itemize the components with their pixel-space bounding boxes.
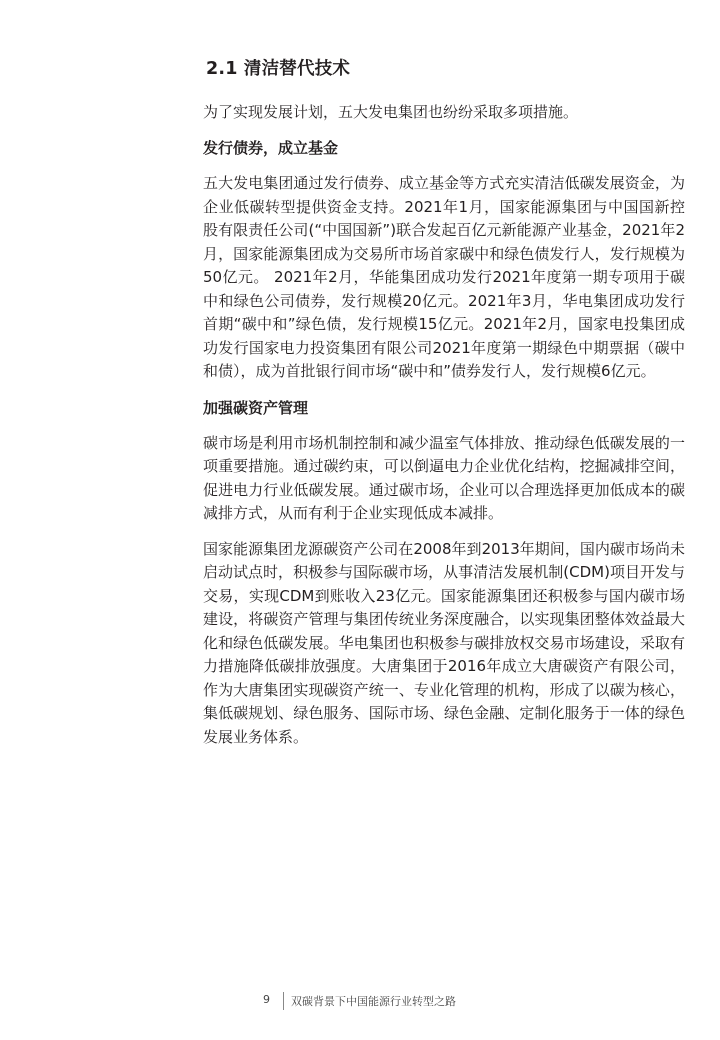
- subsection-heading-bonds-funds: 发行债券，成立基金: [203, 139, 339, 157]
- section-title: 2.1 清洁替代技术: [206, 59, 351, 79]
- subsection-heading-carbon-asset: 加强碳资产管理: [203, 398, 309, 417]
- paragraph-bonds-funds: 五大发电集团通过发行债券、成立基金等方式充实清洁低碳发展资金，为企业低碳转型提供资金支持。2021年1月，国家能源集团与中国国新控股有限责任公司(“中国国新”)联合发起百亿元新能源产业基金，2021年2月，国家能源集团成为交易所市场首家碳中和绿色债发行人，发行规模为50亿元。 2021年2月，华能集团成功发行2021年度第一期专项用于碳中和绿色公司债券，发行规模20亿元。2021年3月，华电集团成功发行首期“碳中和”绿色债，发行规模15亿元。2021年2月，国家电投集团成功发行国家电力投资集团有限公司2021年度第一期绿色中期票据（碳中和债），成为首批银行间市场“碳中和”债券发行人，发行规模6亿元。: [203, 174, 685, 380]
- footer-report-title: 双碳背景下中国能源行业转型之路: [291, 995, 456, 1008]
- paragraph-carbon-asset-companies: 国家能源集团龙源碳资产公司在2008年到2013年期间，国内碳市场尚未启动试点时，积极参与国际碳市场，从事清洁发展机制(CDM)项目开发与交易，实现CDM到账收入23亿元。国家能源集团还积极参与国内碳市场建设，将碳资产管理与集团传统业务深度融合，以实现集团整体效益最大化和绿色低碳发展。华电集团也积极参与碳排放权交易市场建设，采取有力措施降低碳排放强度。大唐集团于2016年成立大唐碳资产有限公司，作为大唐集团实现碳资产统一、专业化管理的机构，形成了以碳为核心，集低碳规划、绿色服务、国际市场、绿色金融、定制化服务于一体的绿色发展业务体系。: [203, 539, 685, 746]
- section-intro: 为了实现发展计划，五大发电集团也纷纷采取多项措施。: [203, 103, 579, 121]
- page-footer: [0, 992, 720, 1012]
- page-number: 9: [263, 993, 270, 1006]
- footer-divider: [283, 992, 284, 1010]
- paragraph-carbon-market: 碳市场是利用市场机制控制和减少温室气体排放、推动绿色低碳发展的一项重要措施。通过碳约束，可以倒逼电力企业优化结构，挖掘减排空间，促进电力行业低碳发展。通过碳市场，企业可以合理选择更加低成本的碳减排方式，从而有利于企业实现低成本减排。: [203, 433, 685, 522]
- main-content: [203, 56, 685, 761]
